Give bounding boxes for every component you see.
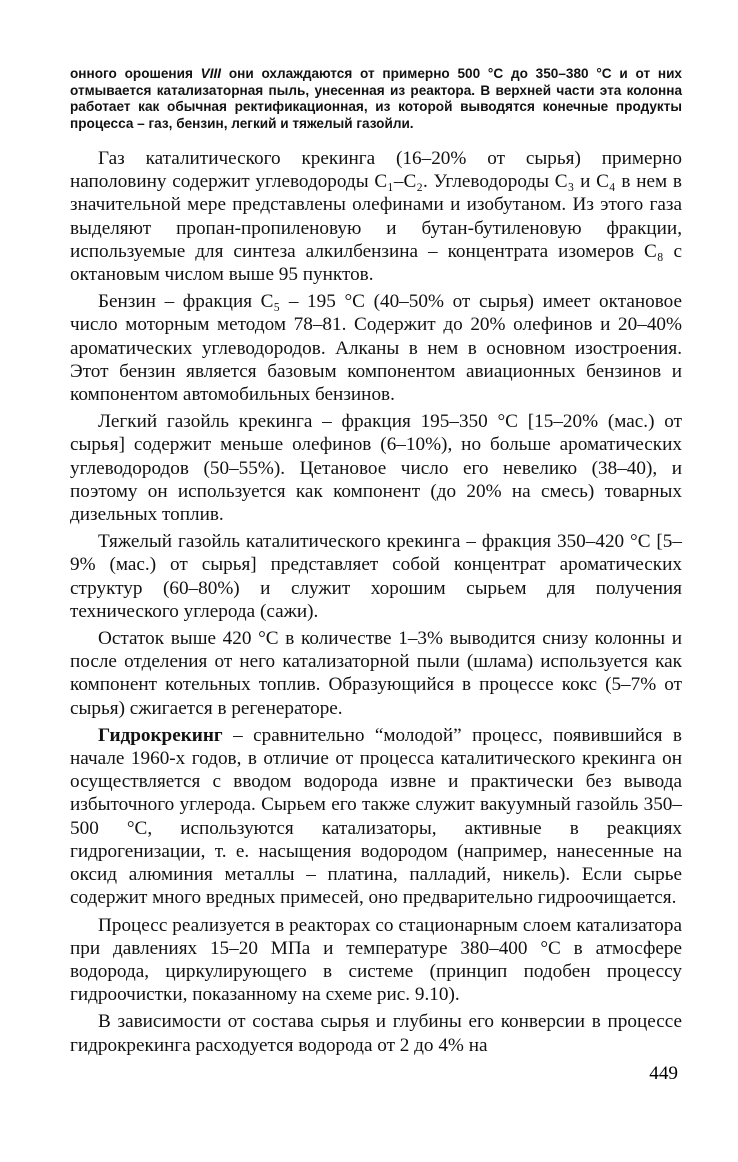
paragraph-residue: Остаток выше 420 °С в количестве 1–3% выводится снизу колонны и после отделения от него катализаторной пыли (шлама) используется как компонент котельных топлив. Образующийся в процессе кокс (5–7% от сырья) сжигается в регенераторе. <box>70 628 682 719</box>
paragraph-process: Процесс реализуется в реакторах со стационарным слоем катализатора при давлениях 15–20 МПа и температуре 380–400 °С в атмосфере водорода, циркулирующего в системе (принцип подобен процессу гидроочистки, показанному на схеме рис. 9.10). <box>70 914 682 1006</box>
page-body <box>70 66 682 1061</box>
paragraph-gasoline: Бензин – фракция С₅ – 195 °С (40–50% от сырья) имеет октановое число моторным методом 78–81. Содержит до 20% олефинов и 20–40% ароматических углеводородов. Алканы в нем в основном изостроения. Этот бензин является базовым компонентом авиационных бензинов и компонентом автомобильных бензинов. <box>70 291 682 406</box>
caption-text-start: онного орошения <box>70 66 201 81</box>
caption-text-end: они охлаждаются от примерно 500 °С до 350–380 °С и от них отмывается катализаторная пыль, унесенная из реактора. В верхней части эта колонна работает как обычная ректификационная, из которой выводятся конечные продукты процесса – газ, бензин, легкий и тяжелый газойли. <box>70 66 682 131</box>
page-number: 449 <box>649 1063 678 1084</box>
paragraph-light-gasoil: Легкий газойль крекинга – фракция 195–350 °С [15–20% (мас.) от сырья] содержит меньше олефинов (6–10%), но больше ароматических углеводородов (50–55%). Цетановое число его невелико (38–40), и поэтому он используется как компонент (до 20% на смесь) товарных дизельных топлив. <box>70 411 682 526</box>
term-hydrocracking: Гидрокрекинг <box>98 724 223 746</box>
paragraph-gas: Газ каталитического крекинга (16–20% от сырья) примерно наполовину содержит углеводороды С₁–С₂. Углеводороды С₃ и С₄ в нем в значительной мере представлены олефинами и изобутаном. Из этого газа выделяют пропан-пропиленовую и бутан-бутиленовую фракции, используемые для синтеза алкилбензина – концентрата изомеров С₈ с октановым числом выше 95 пунктов. <box>70 148 682 286</box>
paragraph-hydrogen: В зависимости от состава сырья и глубины его конверсии в процессе гидрокрекинга расходуется водорода от 2 до 4% на <box>70 1011 682 1056</box>
caption-roman-numeral: VIII <box>200 66 222 81</box>
figure-caption-continuation <box>70 66 682 132</box>
paragraph-heavy-gasoil: Тяжелый газойль каталитического крекинга – фракция 350–420 °С [5–9% (мас.) от сырья] представляет собой концентрат ароматических структур (60–80%) и служит хорошим сырьем для получения технического углерода (сажи). <box>70 531 682 622</box>
hydrocracking-text: – сравнительно “молодой” процесс, появившийся в начале 1960-х годов, в отличие от процесса каталитического крекинга он осуществляется с вводом водорода извне и практически без вывода избыточного углерода. Сырьем его также служит вакуумный газойль 350–500 °С, используются катализаторы, активные в реакциях гидрогенизации, т. е. насыщения водородом (например, нанесенные на оксид алюминия металлы – платина, палладий, никель). Если сырье содержит много вредных примесей, оно предварительно гидроочищается. <box>70 724 682 909</box>
paragraph-hydrocracking <box>70 724 682 910</box>
